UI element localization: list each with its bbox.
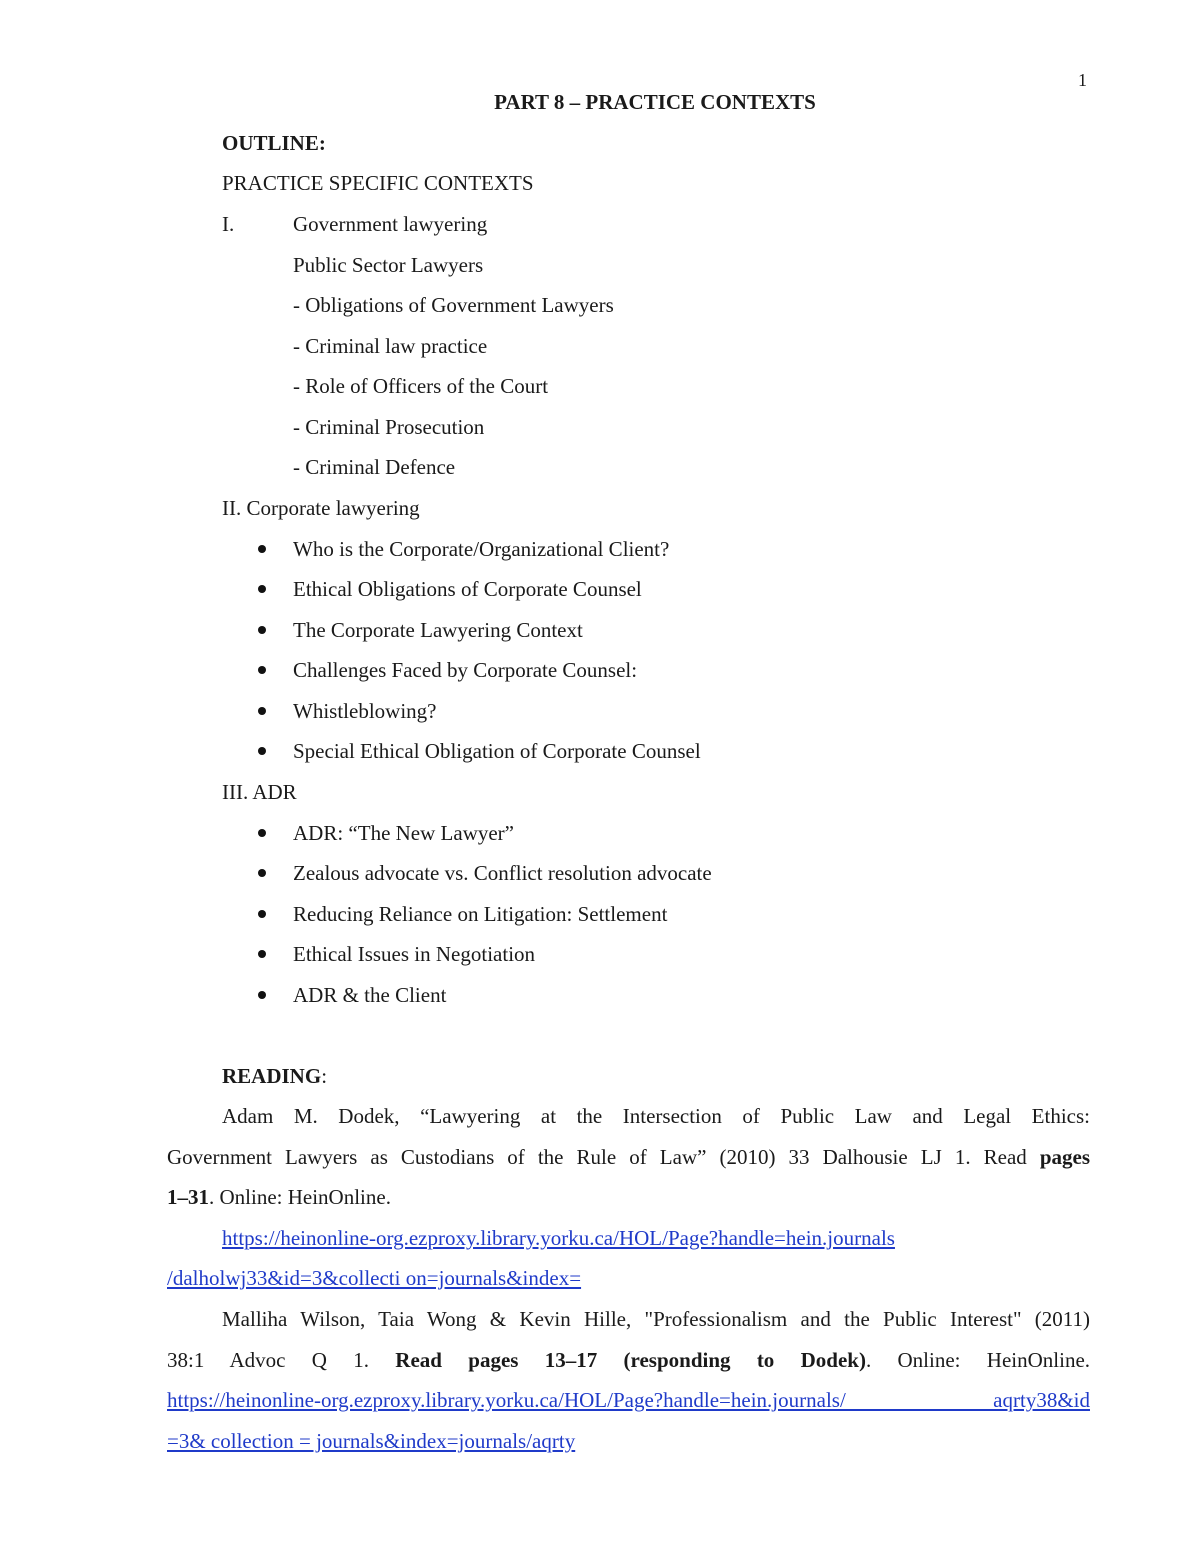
section3-item: Ethical Issues in Negotiation [293,942,536,966]
page-number: 1 [1078,70,1087,90]
section1-item: - Obligations of Government Lawyers [293,293,614,317]
section2-item: Ethical Obligations of Corporate Counsel [293,577,642,601]
section1-numeral: I. [222,212,235,236]
section1-subtitle: Public Sector Lawyers [293,253,484,277]
ref1-line3: 1–31. Online: HeinOnline. [167,1185,391,1209]
section1-title: Government lawyering [293,212,488,236]
section2-title: II. Corporate lawyering [222,496,420,520]
ref1-link[interactable]: https://heinonline-org.ezproxy.library.yorku.ca/HOL/Page?handle=hein.journals [222,1226,895,1250]
section2-item: Who is the Corporate/Organizational Client? [293,537,670,561]
bullet-icon [258,545,266,553]
ref1-link-continued[interactable]: /dalholwj33&id=3&collecti on=journals&index= [167,1266,582,1290]
bullet-icon [258,910,266,918]
bullet-icon [258,585,266,593]
section3-item: Zealous advocate vs. Conflict resolution advocate [293,861,712,885]
bullet-icon [258,829,266,837]
ref2-link-continued[interactable]: =3& collection = journals&index=journals/aqrty [167,1429,576,1453]
outline-heading: OUTLINE: [222,131,326,155]
practice-heading: PRACTICE SPECIFIC CONTEXTS [222,171,534,195]
section2-item: Whistleblowing? [293,699,437,723]
section1-item: - Role of Officers of the Court [293,374,549,398]
bullet-icon [258,707,266,715]
section1-item: - Criminal law practice [293,334,488,358]
bullet-icon [258,666,266,674]
section3-item: Reducing Reliance on Litigation: Settlement [293,902,668,926]
ref1-line1: Adam M. Dodek, “Lawyering at the Intersection of Public Law and Legal Ethics: [222,1104,1090,1128]
section3-item: ADR & the Client [293,983,447,1007]
ref2-link[interactable]: https://heinonline-org.ezproxy.library.yorku.ca/HOL/Page?handle=hein.journals/ aqrty38&id [167,1388,1090,1412]
ref2-line2: 38:1 Advoc Q 1. Read pages 13–17 (responding to Dodek). Online: HeinOnline. [167,1348,1091,1372]
section2-item: Challenges Faced by Corporate Counsel: [293,658,638,682]
section1-item: - Criminal Defence [293,455,456,479]
bullet-icon [258,991,266,999]
section2-item: The Corporate Lawyering Context [293,618,583,642]
bullet-icon [258,869,266,877]
bullet-icon [258,950,266,958]
ref2-line1: Malliha Wilson, Taia Wong & Kevin Hille, "Professionalism and the Public Interest" (2011) [222,1307,1090,1331]
ref1-line2: Government Lawyers as Custodians of the Rule of Law” (2010) 33 Dalhousie LJ 1. Read pages [167,1145,1091,1169]
section2-item: Special Ethical Obligation of Corporate Counsel [293,739,701,763]
page-title: PART 8 – PRACTICE CONTEXTS [494,90,816,114]
bullet-icon [258,747,266,755]
bullet-icon [258,626,266,634]
section3-title: III. ADR [222,780,297,804]
section1-item: - Criminal Prosecution [293,415,485,439]
reading-heading: READING: [222,1064,328,1088]
section3-item: ADR: “The New Lawyer” [293,821,514,845]
